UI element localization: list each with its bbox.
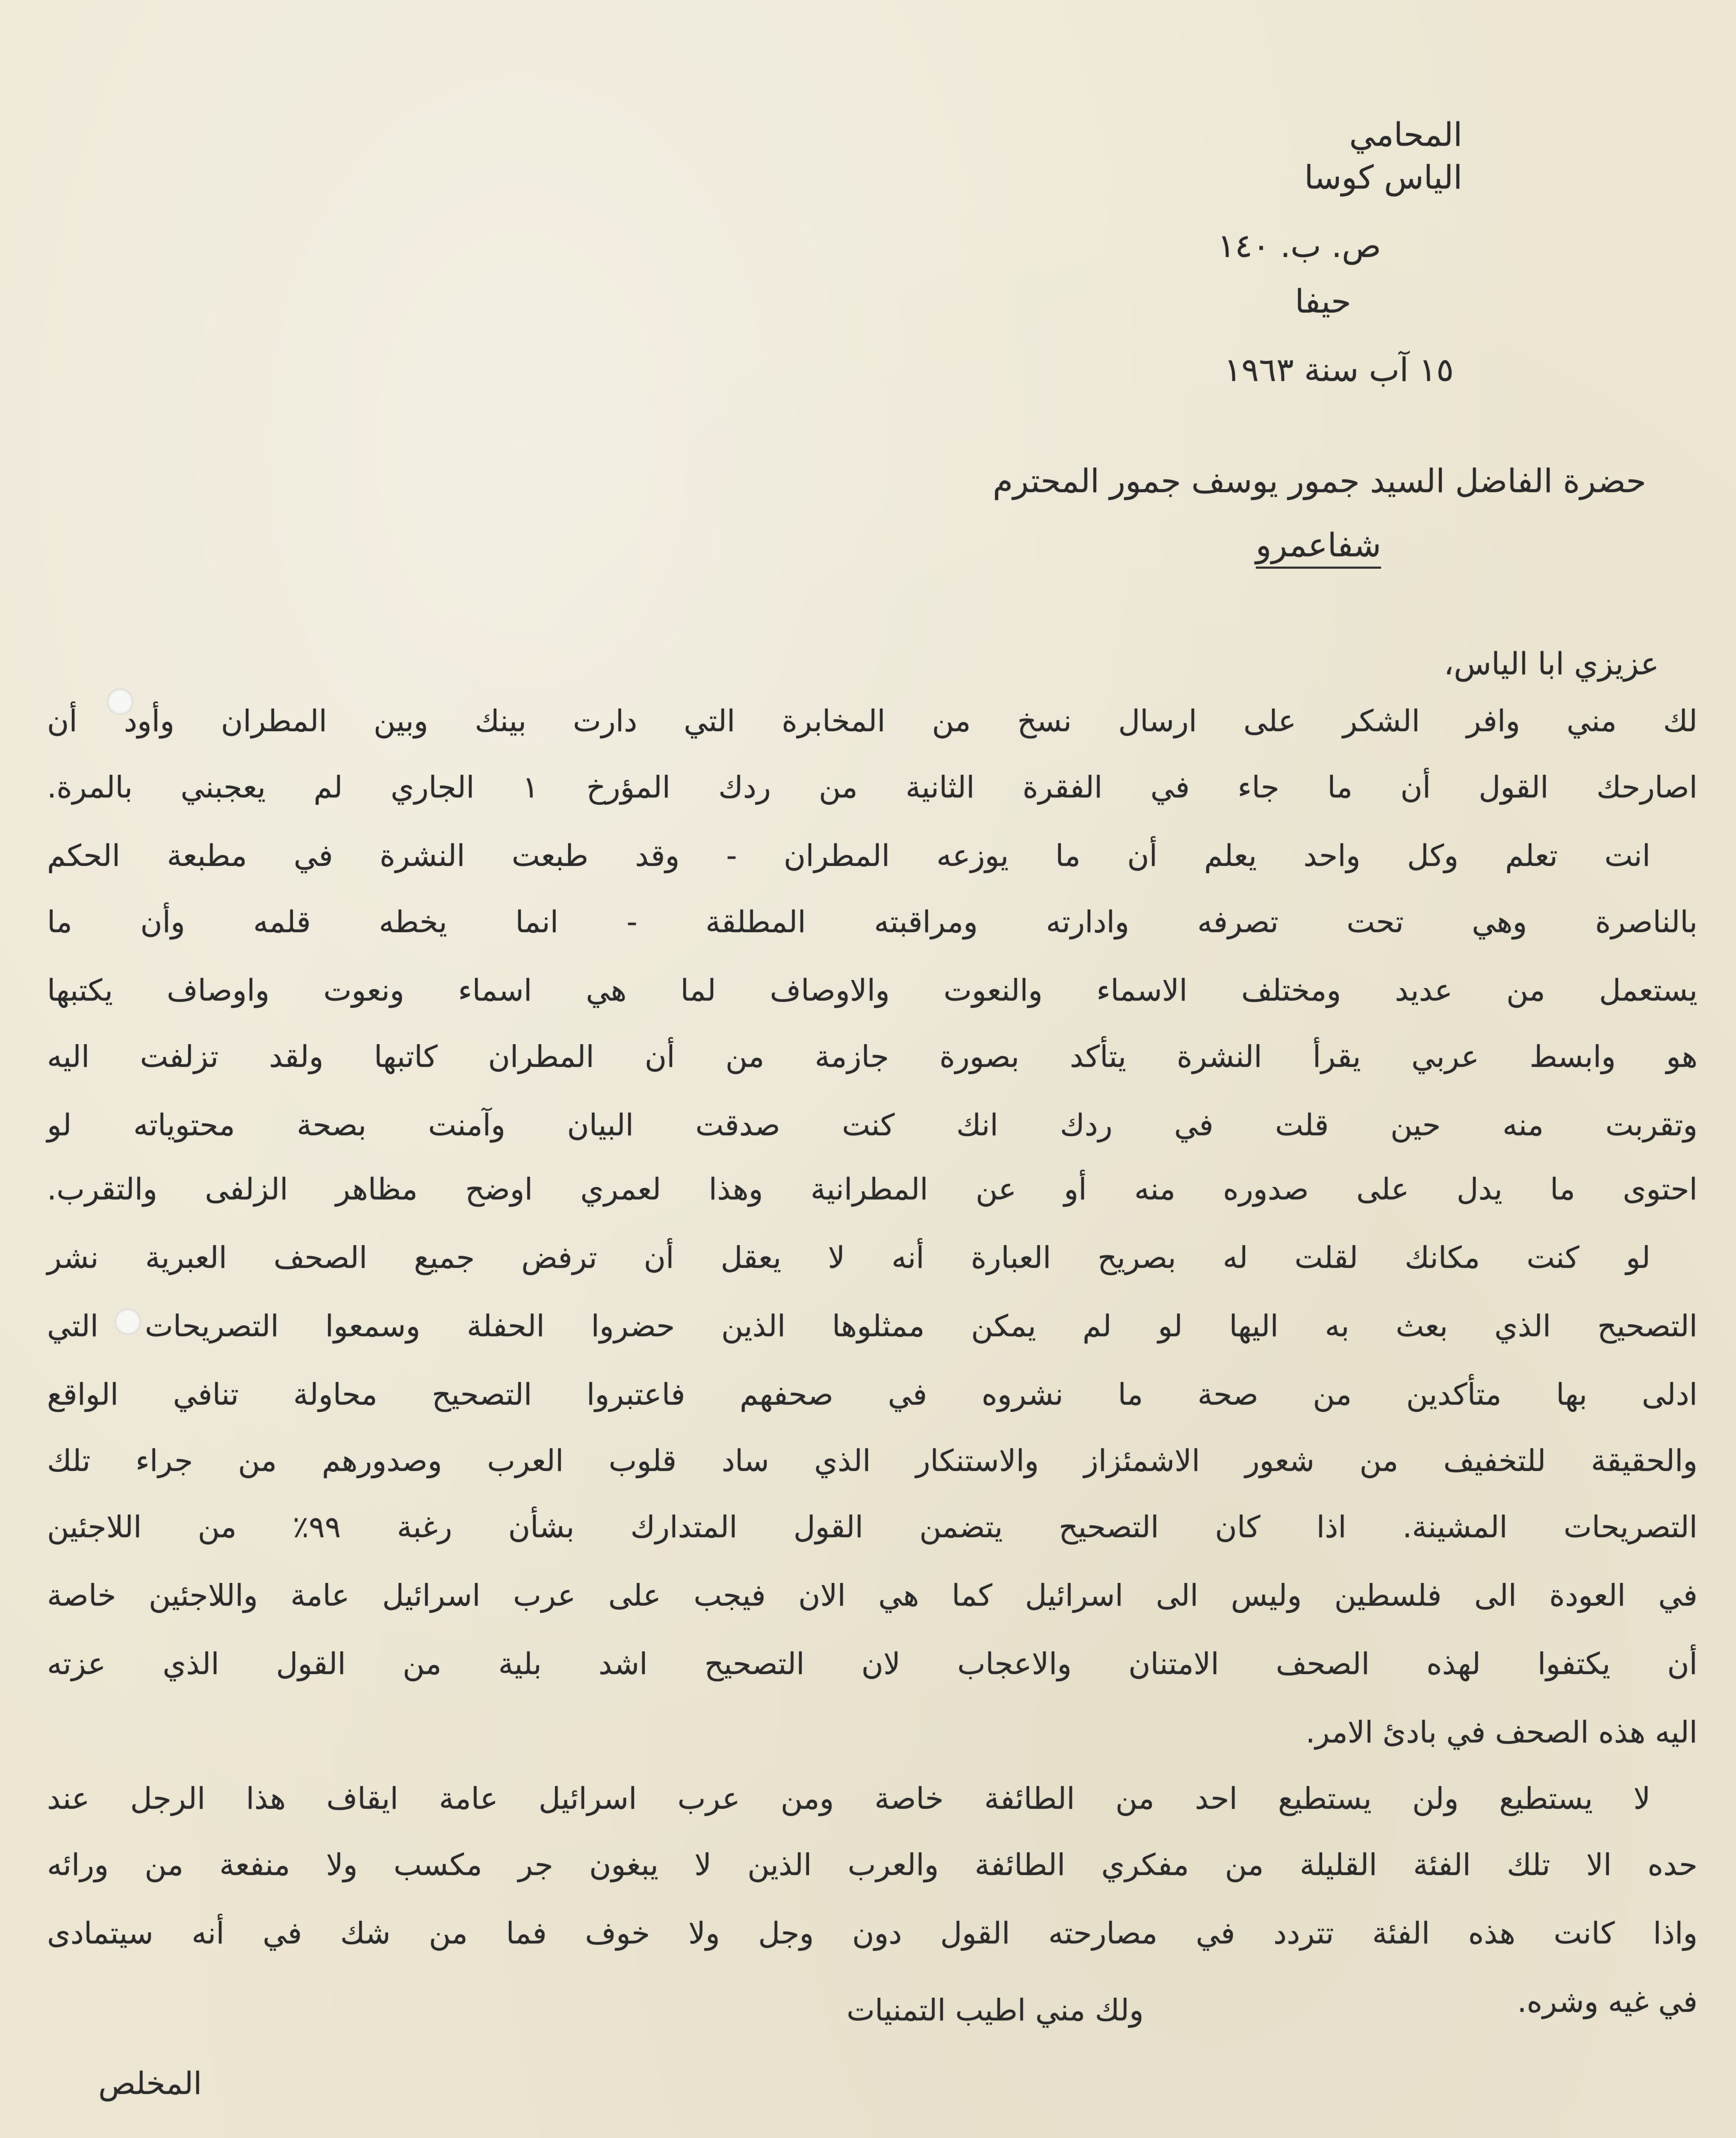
body-line: يستعمل من عديد ومختلف الاسماء والنعوت والاوصاف لما هي اسماء ونعوت واوصاف يكتبها <box>47 973 1698 1008</box>
body-line: انت تعلم وكل واحد يعلم أن ما يوزعه المطران - وقد طبعت النشرة في مطبعة الحكم <box>47 838 1650 873</box>
body-line: في غيه وشره. <box>1517 1984 1698 2019</box>
body-line: اليه هذه الصحف في بادئ الامر. <box>1305 1715 1698 1750</box>
body-line: هو وابسط عربي يقرأ النشرة يتأكد بصورة جازمة من أن المطران كاتبها ولقد تزلفت اليه <box>47 1039 1698 1074</box>
body-line: احتوى ما يدل على صدوره منه أو عن المطرانية وهذا لعمري اوضح مظاهر الزلفى والتقرب. <box>47 1172 1698 1207</box>
salutation: عزيزي ابا الياس، <box>1444 646 1659 682</box>
recipient-town: شفاعمرو <box>1256 526 1381 569</box>
body-line: لك مني وافر الشكر على ارسال نسخ من المخابرة التي دارت بينك وبين المطران وأود أن <box>47 703 1698 738</box>
recipient-line: حضرة الفاضل السيد جمور يوسف جمور المحترم <box>992 462 1646 500</box>
body-line: ادلى بها متأكدين من صحة ما نشروه في صحفهم فاعتبروا التصحيح محاولة تنافي الواقع <box>47 1377 1698 1412</box>
letterhead-po-box: ص. ب. ١٤٠ <box>1217 227 1381 265</box>
body-line: أن يكتفوا لهذه الصحف الامتنان والاعجاب لان التصحيح اشد بلية من القول الذي عزته <box>47 1646 1698 1681</box>
signature-label: المخلص <box>98 2065 202 2101</box>
body-line: حده الا تلك الفئة القليلة من مفكري الطائفة والعرب الذين لا يبغون جر مكسب ولا منفعة من ورائه <box>47 1847 1698 1882</box>
body-line: في العودة الى فلسطين وليس الى اسرائيل كما هي الان فيجب على عرب اسرائيل عامة واللاجئين خاصة <box>47 1578 1698 1613</box>
body-line: بالناصرة وهي تحت تصرفه وادارته ومراقبته المطلقة - انما يخطه قلمه وأن ما <box>47 904 1698 939</box>
body-line: والحقيقة للتخفيف من شعور الاشمئزاز والاستنكار الذي ساد قلوب العرب وصدورهم من جراء تلك <box>47 1443 1698 1478</box>
letterhead-city: حيفا <box>1295 282 1351 320</box>
letterhead-name: الياس كوسا <box>1304 158 1462 196</box>
closing-line: ولك مني اطيب التمنيات <box>847 1993 1144 2028</box>
body-line: لو كنت مكانك لقلت له بصريح العبارة أنه لا يعقل أن ترفض جميع الصحف العبرية نشر <box>47 1240 1650 1275</box>
body-line: التصريحات المشينة. اذا كان التصحيح يتضمن القول المتدارك بشأن رغبة ٩٩٪ من اللاجئين <box>47 1509 1698 1544</box>
letter-date: ١٥ آب سنة ١٩٦٣ <box>1224 351 1454 389</box>
body-line: التصحيح الذي بعث به اليها لو لم يمكن ممثلوها الذين حضروا الحفلة وسمعوا التصريحات التي <box>47 1308 1698 1344</box>
letterhead-title: المحامي <box>1349 115 1462 154</box>
body-line: واذا كانت هذه الفئة تتردد في مصارحته القول دون وجل ولا خوف فما من شك في أنه سيتمادى <box>47 1916 1698 1951</box>
body-line: وتقربت منه حين قلت في ردك انك كنت صدقت البيان وآمنت بصحة محتوياته لو <box>47 1107 1698 1143</box>
body-line: لا يستطيع ولن يستطيع احد من الطائفة خاصة ومن عرب اسرائيل عامة ايقاف هذا الرجل عند <box>47 1781 1650 1816</box>
body-line: اصارحك القول أن ما جاء في الفقرة الثانية من ردك المؤرخ ١ الجاري لم يعجبني بالمرة. <box>47 770 1698 805</box>
